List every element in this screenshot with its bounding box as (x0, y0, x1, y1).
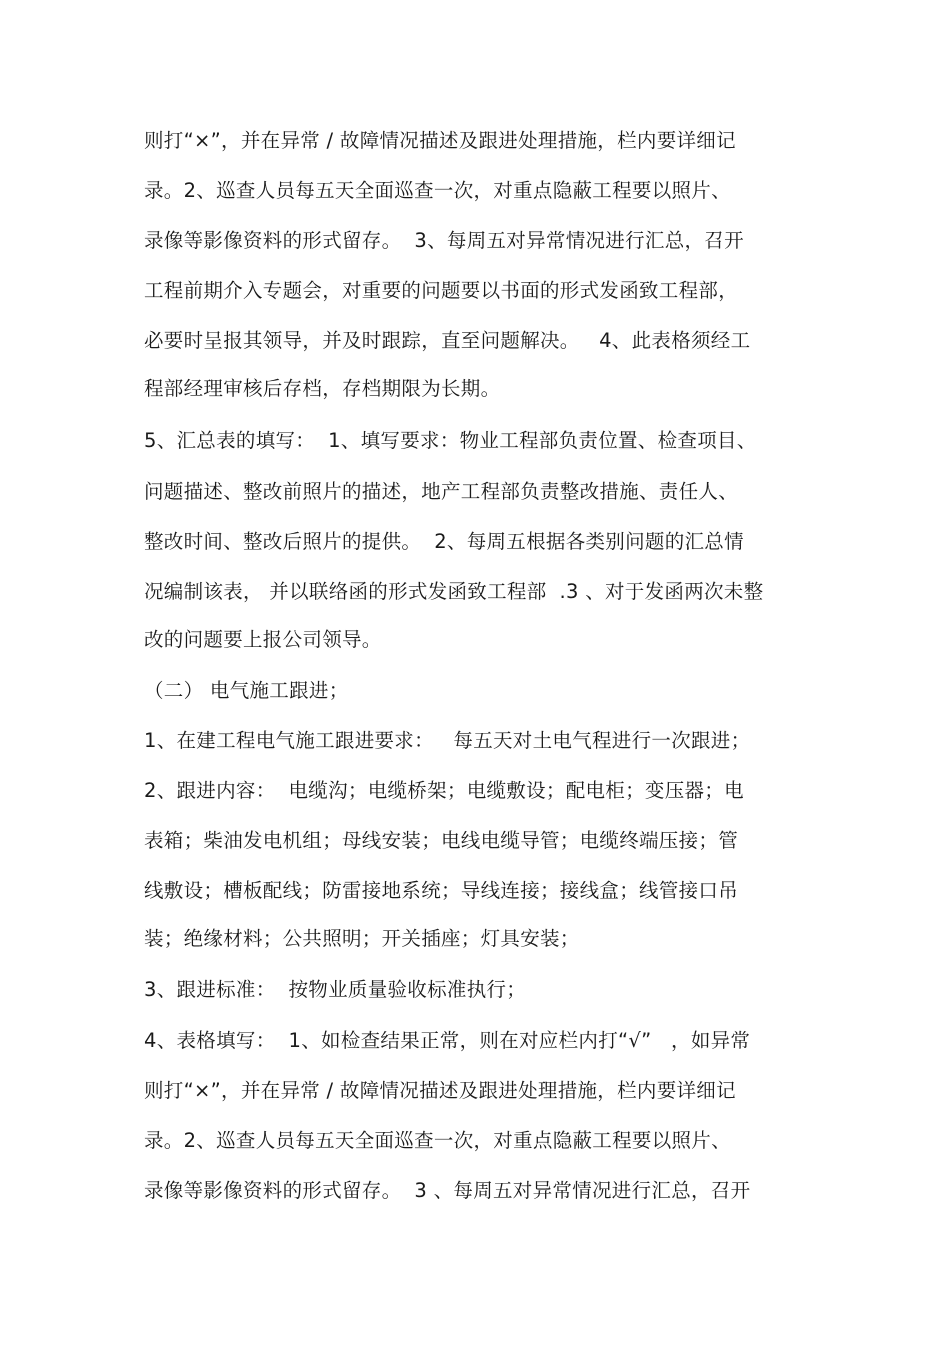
text-line: 录像等影像资料的形式留存。 3 、每周五对异常情况进行汇总，召开 (144, 1179, 751, 1202)
text-line: 4、表格填写： 1、如检查结果正常，则在对应栏内打“√” ，如异常 (144, 1029, 751, 1052)
text-line: 况编制该表， 并以联络函的形式发函致工程部 .3 、对于发函两次未整 (144, 580, 764, 603)
text-line: 改的问题要上报公司领导。 (144, 628, 382, 651)
text-line: 表箱；柴油发电机组；母线安装；电线电缆导管；电缆终端压接；管 (144, 829, 739, 852)
text-line: 2、跟进内容： 电缆沟；电缆桥架；电缆敷设；配电柜；变压器；电 (144, 779, 744, 802)
text-line: 录。2、巡查人员每五天全面巡查一次，对重点隐蔽工程要以照片、 (144, 1129, 731, 1152)
text-line: 1、在建工程电气施工跟进要求： 每五天对土电气程进行一次跟进； (144, 729, 751, 752)
text-line: 线敷设；槽板配线；防雷接地系统；导线连接；接线盒；线管接口吊 (144, 879, 739, 902)
text-line: 则打“×”，并在异常 / 故障情况描述及跟进处理措施，栏内要详细记 (144, 129, 736, 152)
text-line: 录。2、巡查人员每五天全面巡查一次，对重点隐蔽工程要以照片、 (144, 179, 731, 202)
text-line: 问题描述、整改前照片的描述，地产工程部负责整改措施、责任人、 (144, 480, 739, 503)
text-line: 5、汇总表的填写： 1、填写要求：物业工程部负责位置、检查项目、 (144, 429, 757, 452)
text-line: 录像等影像资料的形式留存。 3、每周五对异常情况进行汇总，召开 (144, 229, 744, 252)
text-line: 整改时间、整改后照片的提供。 2、每周五根据各类别问题的汇总情 (144, 530, 744, 553)
text-line: 工程前期介入专题会，对重要的问题要以书面的形式发函致工程部， (144, 279, 739, 302)
section-heading: （二） 电气施工跟进； (144, 679, 349, 702)
text-line: 必要时呈报其领导，并及时跟踪，直至问题解决。 4、此表格须经工 (144, 329, 751, 352)
text-line: 则打“×”，并在异常 / 故障情况描述及跟进处理措施，栏内要详细记 (144, 1079, 736, 1102)
text-line: 3、跟进标准： 按物业质量验收标准执行； (144, 978, 527, 1001)
text-line: 程部经理审核后存档，存档期限为长期。 (144, 377, 501, 400)
text-line: 装；绝缘材料；公共照明；开关插座；灯具安装； (144, 927, 580, 950)
